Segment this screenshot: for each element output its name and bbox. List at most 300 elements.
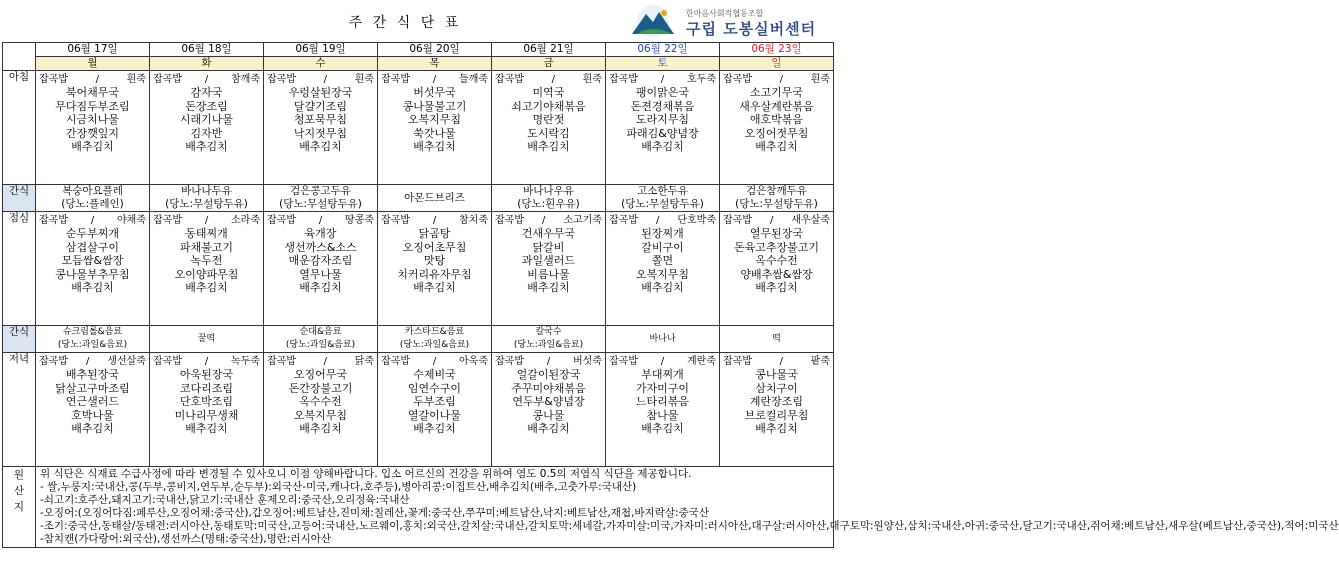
menu-item: 연두부&양념장 — [512, 395, 585, 408]
porridge-label: 소고기죽 — [563, 215, 602, 226]
menu-item: 새우살계란볶음 — [739, 99, 814, 113]
rice-porridge-line — [267, 355, 374, 368]
menu-item: 배추된장국 — [65, 368, 120, 381]
rice-label: 잡곡밥 — [381, 356, 410, 367]
slash-separator: / — [323, 74, 328, 85]
menu-item: 오징어초무침 — [402, 240, 467, 254]
menu-item: 코다리조림 — [179, 381, 234, 395]
menu-item: 녹두전 — [190, 254, 223, 267]
snack_pm-cell — [720, 326, 834, 353]
menu-item: 파래김&양념장 — [626, 126, 699, 140]
menu-item: 오징어젓무침 — [744, 126, 809, 140]
rice-label: 잡곡밥 — [495, 356, 524, 367]
snack-name: 순대&음료 — [299, 327, 342, 337]
rice-label: 잡곡밥 — [153, 356, 182, 367]
menu-item: 감자국 — [190, 86, 223, 99]
lunch-cell-content — [150, 212, 263, 295]
porridge-label: 계란죽 — [687, 356, 716, 367]
menu-item: 과일샐러드 — [521, 254, 576, 267]
menu-item: 얼갈이된장국 — [516, 368, 581, 381]
day-weekday: 토 — [606, 57, 720, 71]
breakfast-cell-content — [720, 71, 833, 154]
rice-label: 잡곡밥 — [609, 356, 638, 367]
dinner-menu-cell — [36, 353, 150, 467]
menu-item: 애호박볶음 — [749, 113, 804, 126]
snack-note: (당노:과일&음료) — [285, 340, 356, 350]
snack_am-cell — [264, 185, 378, 212]
menu-item: 단호박조림 — [179, 395, 234, 408]
day-weekday: 일 — [720, 57, 834, 71]
rice-porridge-line — [153, 214, 260, 227]
menu-item: 수제비국 — [413, 368, 456, 381]
menu-item: 소고기무국 — [749, 86, 804, 99]
slash-separator: / — [660, 356, 665, 367]
rice-porridge-line — [495, 214, 602, 227]
day-weekday: 수 — [264, 57, 378, 71]
menu-item: 미나리무생채 — [174, 408, 239, 422]
snack-name: 검은참깨두유 — [746, 185, 807, 197]
menu-item: 비름나물 — [527, 267, 570, 281]
snack_am-cell — [720, 185, 834, 212]
rice-label: 잡곡밥 — [39, 215, 68, 226]
mountain-logo-icon — [628, 4, 678, 38]
rice-porridge-line — [609, 73, 716, 86]
porridge-label: 흰죽 — [354, 74, 374, 85]
menu-item: 치커리유자무침 — [397, 267, 472, 281]
menu-item: 낙지젓무침 — [293, 126, 348, 140]
origin-info — [36, 467, 1339, 548]
snack-name: 꿀떡 — [197, 333, 216, 344]
dinner-menu-cell — [492, 353, 606, 467]
dinner-menu-cell — [378, 353, 492, 467]
menu-item: 배추김치 — [71, 422, 114, 435]
rice-porridge-line — [39, 214, 146, 227]
menu-item: 배추김치 — [185, 140, 228, 153]
lunch-menu-cell — [378, 212, 492, 326]
menu-item: 주꾸미야채볶음 — [511, 381, 586, 395]
menu-item: 배추김치 — [71, 140, 114, 153]
day-date: 06월 19일 — [264, 43, 378, 57]
menu-item: 달걀기조림 — [293, 99, 348, 113]
menu-item: 배추김치 — [641, 422, 684, 435]
rice-porridge-line — [381, 73, 488, 86]
snack-name: 고소한두유 — [637, 185, 688, 197]
lunch-menu-cell — [150, 212, 264, 326]
rice-porridge-line — [153, 355, 260, 368]
day-weekday: 월 — [36, 57, 150, 71]
porridge-label: 참치죽 — [459, 215, 488, 226]
snack-note: (당노:과일&음료) — [57, 340, 128, 350]
rice-porridge-line — [153, 73, 260, 86]
menu-item: 배추김치 — [299, 422, 342, 435]
dinner-menu-cell — [720, 353, 834, 467]
porridge-label: 호두죽 — [687, 74, 716, 85]
snack-name: 떡 — [772, 333, 781, 344]
meal-label-lunch: 점심 — [3, 212, 36, 326]
menu-item: 배추김치 — [299, 281, 342, 294]
dinner-cell-content — [150, 353, 263, 436]
menu-item: 간장깻잎지 — [65, 126, 120, 140]
day-date: 06월 18일 — [150, 43, 264, 57]
breakfast-cell-content — [378, 71, 491, 154]
snack-name: 칼국수 — [535, 327, 562, 337]
lunch-cell-content — [264, 212, 377, 295]
rice-label: 잡곡밥 — [267, 215, 296, 226]
snack_am-cell — [378, 185, 492, 212]
dinner-cell-content — [264, 353, 377, 436]
porridge-label: 땅콩죽 — [345, 215, 374, 226]
slash-separator: / — [551, 74, 556, 85]
snack-name: 슈크림롤&음료 — [62, 327, 123, 337]
day-weekday: 금 — [492, 57, 606, 71]
meal-label-snack_am: 간식 — [3, 185, 36, 212]
rice-label: 잡곡밥 — [381, 74, 410, 85]
snack-name: 바나나우유 — [523, 185, 574, 197]
meal-label-dinner: 저녁 — [3, 353, 36, 467]
dinner-cell-content — [36, 353, 149, 436]
lunch-menu-cell — [720, 212, 834, 326]
origin-line: -오징어:(오징어다짐:페루산,오징어채:중국산),갑오징어:베트남산,진미채:칠레산,꽃게:중국산,쭈꾸미:베트남산,낙지:베트남산,재첩,바지락살:중국산 — [40, 507, 709, 519]
rice-porridge-line — [267, 214, 374, 227]
menu-item: 양배추쌈&쌈장 — [740, 267, 813, 281]
snack-name: 바나나 — [649, 333, 676, 344]
porridge-label: 소라죽 — [231, 215, 260, 226]
rice-porridge-line — [495, 355, 602, 368]
snack-name: 검은콩고두유 — [290, 185, 351, 197]
page-title: 주 간 식 단 표 — [348, 15, 462, 31]
menu-item: 배추김치 — [185, 281, 228, 294]
menu-item: 미역국 — [532, 86, 565, 99]
menu-item: 돈육고추장불고기 — [733, 240, 819, 254]
rice-label: 잡곡밥 — [723, 356, 752, 367]
rice-porridge-line — [495, 73, 602, 86]
rice-porridge-line — [609, 355, 716, 368]
slash-separator: / — [204, 356, 209, 367]
rice-porridge-line — [381, 214, 488, 227]
slash-separator: / — [204, 74, 209, 85]
menu-item: 청포묵무침 — [293, 113, 348, 126]
origin-line: -참치캔(가다랑어:외국산),생선까스(명태:중국산),명란:러시아산 — [40, 533, 332, 545]
breakfast-cell-content — [264, 71, 377, 154]
menu-item: 파채불고기 — [179, 240, 234, 254]
rice-porridge-line — [609, 214, 716, 227]
day-date: 06월 17일 — [36, 43, 150, 57]
menu-item: 배추김치 — [413, 140, 456, 153]
porridge-label: 참깨죽 — [231, 74, 260, 85]
menu-item: 옥수수전 — [755, 254, 798, 267]
table-corner — [3, 43, 36, 71]
day-date: 06월 22일 — [606, 43, 720, 57]
menu-item: 느타리볶음 — [635, 395, 690, 408]
menu-item: 닭살고구마조림 — [55, 381, 130, 395]
menu-item: 콩나물 — [532, 408, 565, 422]
snack_am-cell — [606, 185, 720, 212]
menu-item: 오징어무국 — [293, 368, 348, 381]
lunch-menu-cell — [492, 212, 606, 326]
menu-item: 부대찌개 — [641, 368, 684, 381]
menu-item: 돈젼경채볶음 — [630, 99, 695, 113]
rice-label: 잡곡밥 — [39, 74, 68, 85]
logo-subtitle: 한마음사회적협동조합 — [686, 9, 764, 18]
lunch-menu-cell — [264, 212, 378, 326]
menu-item: 연근샐러드 — [65, 395, 120, 408]
slash-separator: / — [546, 356, 551, 367]
lunch-menu-cell — [36, 212, 150, 326]
menu-item: 배추김치 — [71, 281, 114, 294]
rice-label: 잡곡밥 — [39, 356, 68, 367]
menu-item: 배추김치 — [641, 281, 684, 294]
porridge-label: 닭죽 — [354, 356, 374, 367]
rice-label: 잡곡밥 — [609, 74, 638, 85]
lunch-menu-cell — [606, 212, 720, 326]
menu-item: 돈간장불고기 — [288, 381, 353, 395]
rice-porridge-line — [723, 355, 830, 368]
menu-item: 도라지무침 — [635, 113, 690, 126]
meal-label-origin — [3, 467, 36, 548]
slash-separator: / — [95, 74, 100, 85]
menu-item: 배추김치 — [527, 281, 570, 294]
snack_pm-cell — [150, 326, 264, 353]
snack_pm-cell — [36, 326, 150, 353]
menu-item: 갈비구이 — [641, 240, 684, 254]
porridge-label: 단호박죽 — [677, 215, 716, 226]
rice-porridge-line — [381, 355, 488, 368]
porridge-label: 흰죽 — [126, 74, 146, 85]
slash-separator: / — [779, 74, 784, 85]
menu-item: 배추김치 — [527, 140, 570, 153]
menu-item: 콩나물불고기 — [402, 99, 467, 113]
porridge-label: 생선살죽 — [107, 356, 146, 367]
lunch-cell-content — [492, 212, 605, 295]
porridge-label: 팥죽 — [810, 356, 830, 367]
menu-item: 브로컬리무침 — [744, 408, 809, 422]
slash-separator: / — [432, 356, 437, 367]
slash-separator: / — [318, 215, 323, 226]
snack-name: 카스타드&음료 — [404, 327, 465, 337]
breakfast-cell-content — [606, 71, 719, 154]
snack_am-cell — [150, 185, 264, 212]
rice-label: 잡곡밥 — [267, 356, 296, 367]
porridge-label: 새우살죽 — [791, 215, 830, 226]
dinner-menu-cell — [150, 353, 264, 467]
menu-item: 버섯무국 — [413, 86, 456, 99]
breakfast-cell-content — [492, 71, 605, 154]
menu-item: 북어채무국 — [65, 86, 120, 99]
snack_pm-cell — [378, 326, 492, 353]
snack-name: 바나나두유 — [181, 185, 232, 197]
menu-item: 쇠고기야채볶음 — [511, 99, 586, 113]
center-logo — [628, 4, 833, 38]
weekly-menu-table — [2, 42, 1339, 548]
menu-item: 계란장조림 — [749, 395, 804, 408]
menu-item: 돈장조림 — [185, 99, 228, 113]
porridge-label: 야채죽 — [117, 215, 146, 226]
porridge-label: 흰죽 — [582, 74, 602, 85]
rice-porridge-line — [39, 355, 146, 368]
rice-porridge-line — [723, 73, 830, 86]
lunch-cell-content — [36, 212, 149, 295]
origin-line: -쇠고기:호주산,돼지고기:국내산,닭고기:국내산 훈제오리:중국산,오리정육:국내산 — [40, 494, 410, 506]
slash-separator: / — [204, 215, 209, 226]
menu-item: 닭곰탕 — [418, 227, 451, 240]
menu-item: 아욱된장국 — [179, 368, 234, 381]
menu-item: 콩나물부추무침 — [55, 267, 130, 281]
snack_am-cell — [36, 185, 150, 212]
menu-item: 오복지무침 — [407, 113, 462, 126]
porridge-label: 버섯죽 — [573, 356, 602, 367]
slash-separator: / — [85, 356, 90, 367]
dinner-menu-cell — [606, 353, 720, 467]
snack-name: 복숭아요플레 — [62, 185, 123, 197]
menu-item: 생선까스&소스 — [284, 240, 357, 254]
breakfast-menu-cell — [150, 71, 264, 185]
snack_am-cell — [492, 185, 606, 212]
breakfast-menu-cell — [720, 71, 834, 185]
meal-label-snack_pm: 간식 — [3, 326, 36, 353]
snack_pm-cell — [492, 326, 606, 353]
menu-item: 팽이맑은국 — [635, 86, 690, 99]
porridge-label: 아욱죽 — [459, 356, 488, 367]
menu-item: 명란젓 — [532, 113, 565, 126]
menu-item: 쑥갓나물 — [413, 126, 456, 140]
lunch-cell-content — [720, 212, 833, 295]
slash-separator: / — [655, 215, 660, 226]
menu-item: 열무된장국 — [749, 227, 804, 240]
menu-item: 동태찌개 — [185, 227, 228, 240]
menu-item: 삼겹살구이 — [65, 240, 120, 254]
menu-item: 배추김치 — [299, 140, 342, 153]
menu-item: 옥수수전 — [299, 395, 342, 408]
dinner-cell-content — [606, 353, 719, 436]
menu-item: 배추김치 — [755, 281, 798, 294]
slash-separator: / — [541, 215, 546, 226]
menu-item: 배추김치 — [413, 422, 456, 435]
menu-item: 무다짐두부조림 — [55, 99, 130, 113]
rice-label: 잡곡밥 — [723, 215, 752, 226]
snack_pm-cell — [264, 326, 378, 353]
menu-item: 오복지무침 — [293, 408, 348, 422]
menu-item: 배추김치 — [641, 140, 684, 153]
snack-note: (당노:과일&음료) — [399, 340, 470, 350]
porridge-label: 녹두죽 — [231, 356, 260, 367]
menu-item: 오이양파무침 — [174, 267, 239, 281]
menu-item: 우렁살된장국 — [288, 86, 353, 99]
day-date: 06월 20일 — [378, 43, 492, 57]
slash-separator: / — [432, 74, 437, 85]
menu-item: 맛탕 — [423, 254, 446, 267]
menu-item: 임연수구이 — [407, 381, 462, 395]
menu-item: 매운감자조림 — [288, 254, 353, 267]
menu-item: 김자반 — [190, 126, 223, 140]
breakfast-menu-cell — [264, 71, 378, 185]
logo-name: 구립 도봉실버센터 — [686, 20, 817, 38]
menu-item: 배추김치 — [413, 281, 456, 294]
breakfast-cell-content — [36, 71, 149, 154]
menu-item: 콩나물국 — [755, 368, 798, 381]
slash-separator: / — [660, 74, 665, 85]
menu-item: 육개장 — [304, 227, 337, 240]
day-weekday: 화 — [150, 57, 264, 71]
rice-label: 잡곡밥 — [381, 215, 410, 226]
lunch-cell-content — [378, 212, 491, 295]
menu-item: 배추김치 — [755, 422, 798, 435]
slash-separator: / — [90, 215, 95, 226]
dinner-cell-content — [720, 353, 833, 436]
breakfast-menu-cell — [492, 71, 606, 185]
origin-line: -조기:중국산,동태살/동태전:러시아산,동태토막:미국산,고등어:국내산,노르웨이,홍치:외국산,갈치살:국내산,갈치토막:세네갈,가자미살:미국,가자미:러시아산,대구살:러시아산,대구토막:원양산,삼치:국내산,아귀:중국산,달고기:국내산,쥐어채:베트남산,새우살(베트남산,중국산),적어:미국산 — [40, 520, 1339, 532]
menu-item: 된장찌개 — [641, 227, 684, 240]
rice-label: 잡곡밥 — [495, 215, 524, 226]
menu-item: 건새우무국 — [521, 227, 576, 240]
slash-separator: / — [779, 356, 784, 367]
lunch-cell-content — [606, 212, 719, 295]
day-date: 06월 23일 — [720, 43, 834, 57]
menu-item: 닭갈비 — [532, 240, 565, 254]
dinner-menu-cell — [264, 353, 378, 467]
rice-label: 잡곡밥 — [153, 74, 182, 85]
slash-separator: / — [769, 215, 774, 226]
rice-label: 잡곡밥 — [723, 74, 752, 85]
origin-label-text: 원산지 — [13, 469, 25, 513]
origin-line: - 쌀,누룽지:국내산,콩(두부,콩비지,연두부,순두부):외국산-미국,캐나다,호주등),병아리콩:이집트산,배추김치(배추,고춧가루:국내산) — [40, 481, 637, 493]
menu-item: 시금치나물 — [65, 113, 120, 126]
menu-item: 호박나물 — [71, 408, 114, 422]
menu-item: 시래기나물 — [179, 113, 234, 126]
porridge-label: 들깨죽 — [459, 74, 488, 85]
snack-note: (당노:무설탕두유) — [165, 198, 248, 210]
snack-note: (당노:무설탕두유) — [279, 198, 362, 210]
snack-note: (당노:플레인) — [61, 198, 124, 210]
menu-item: 두부조림 — [413, 395, 456, 408]
rice-porridge-line — [39, 73, 146, 86]
menu-item: 가자미구이 — [635, 381, 690, 395]
meal-label-breakfast: 아침 — [3, 71, 36, 185]
dinner-cell-content — [492, 353, 605, 436]
rice-label: 잡곡밥 — [153, 215, 182, 226]
menu-item: 쫄면 — [651, 254, 674, 267]
rice-label: 잡곡밥 — [267, 74, 296, 85]
day-date: 06월 21일 — [492, 43, 606, 57]
origin-line: 위 식단은 식재료 수급사정에 따라 변경될 수 있사오니 이점 양해바랍니다. 입소 어르신의 건강을 위하여 염도 0.5의 저염식 식단을 제공합니다. — [40, 468, 692, 480]
menu-item: 도시락김 — [527, 126, 570, 140]
snack-name: 아몬드브리즈 — [404, 191, 465, 204]
menu-item: 순두부찌개 — [65, 227, 120, 240]
menu-item: 참나물 — [646, 408, 679, 422]
snack-note: (당노:무설탕두유) — [621, 198, 704, 210]
breakfast-menu-cell — [378, 71, 492, 185]
menu-item: 오복지무침 — [635, 267, 690, 281]
menu-item: 열갈이나물 — [407, 408, 462, 422]
porridge-label: 흰죽 — [810, 74, 830, 85]
breakfast-cell-content — [150, 71, 263, 154]
menu-item: 삼치구이 — [755, 381, 798, 395]
menu-item: 열무나물 — [299, 267, 342, 281]
menu-item: 배추김치 — [755, 140, 798, 153]
rice-label: 잡곡밥 — [609, 215, 638, 226]
dinner-cell-content — [378, 353, 491, 436]
snack_pm-cell — [606, 326, 720, 353]
rice-porridge-line — [267, 73, 374, 86]
breakfast-menu-cell — [606, 71, 720, 185]
snack-note: (당노:무설탕두유) — [735, 198, 818, 210]
menu-item: 배추김치 — [185, 422, 228, 435]
menu-item: 배추김치 — [527, 422, 570, 435]
slash-separator: / — [323, 356, 328, 367]
slash-separator: / — [432, 215, 437, 226]
breakfast-menu-cell — [36, 71, 150, 185]
rice-label: 잡곡밥 — [495, 74, 524, 85]
snack-note: (당노:과일&음료) — [513, 340, 584, 350]
